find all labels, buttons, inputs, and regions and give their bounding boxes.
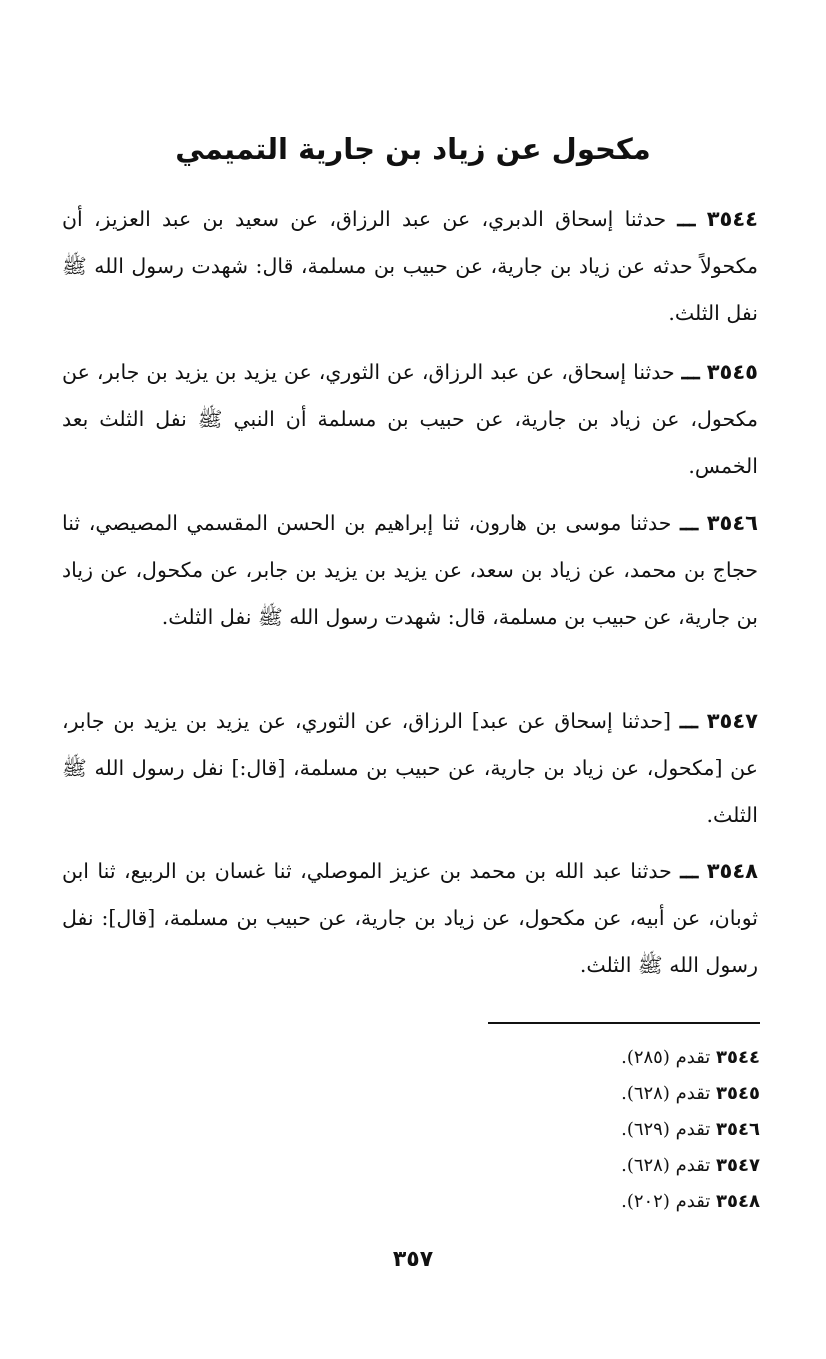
- hadith-number: ٣٥٤٤: [706, 207, 758, 231]
- hadith-text: [حدثنا إسحاق عن عبد] الرزاق، عن الثوري، عن يزيد بن يزيد بن جابر، عن [مكحول، عن زياد بن جارية، عن حبيب بن مسلمة، [قال:] نفل رسول الله ﷺ الثلث.: [62, 709, 758, 827]
- footnote-text: تقدم (٢٨٥).: [621, 1047, 711, 1068]
- footnote-number: ٣٥٤٨: [716, 1191, 760, 1212]
- hadith-number: ٣٥٤٦: [706, 511, 758, 535]
- footnote-text: تقدم (٢٠٢).: [621, 1191, 711, 1212]
- footnote-text: تقدم (٦٢٨).: [621, 1083, 711, 1104]
- hadith-text: حدثنا عبد الله بن محمد بن عزيز الموصلي، ثنا غسان بن الربيع، ثنا ابن ثوبان، عن أبيه، عن مكحول، عن زياد بن جارية، عن حبيب بن مسلمة، [قال]: نفل رسول الله ﷺ الثلث.: [62, 859, 758, 977]
- hadith-number: ٣٥٤٨: [706, 859, 758, 883]
- footnote-text: تقدم (٦٢٨).: [621, 1155, 711, 1176]
- hadith-number: ٣٥٤٧: [706, 709, 758, 733]
- hadith-text: حدثنا موسى بن هارون، ثنا إبراهيم بن الحسن المقسمي المصيصي، ثنا حجاج بن محمد، عن زياد بن سعد، عن يزيد بن يزيد بن جابر، عن مكحول، عن زياد بن جارية، عن حبيب بن مسلمة، قال: شهدت رسول الله ﷺ نفل الثلث.: [62, 511, 758, 629]
- footnote-item: [360, 1184, 760, 1220]
- hadith-dash: ـــ: [679, 709, 698, 733]
- hadith-number: ٣٥٤٥: [706, 360, 758, 384]
- hadith-dash: ـــ: [677, 207, 696, 231]
- footnote-text: تقدم (٦٢٩).: [621, 1119, 711, 1140]
- hadith-paragraph: [62, 698, 758, 839]
- footnote-number: ٣٥٤٧: [716, 1155, 760, 1176]
- hadith-dash: ـــ: [681, 360, 700, 384]
- hadith-text: حدثنا إسحاق، عن عبد الرزاق، عن الثوري، عن يزيد بن يزيد بن جابر، عن مكحول، عن زياد بن جارية، عن حبيب بن مسلمة أن النبي ﷺ نفل الثلث بعد الخمس.: [62, 360, 758, 478]
- hadith-text: حدثنا إسحاق الدبري، عن عبد الرزاق، عن سعيد بن عبد العزيز، أن مكحولاً حدثه عن زياد بن جارية، عن حبيب بن مسلمة، قال: شهدت رسول الله ﷺ نفل الثلث.: [62, 207, 758, 325]
- footnote-item: [360, 1076, 760, 1112]
- footnote-number: ٣٥٤٤: [716, 1047, 760, 1068]
- hadith-paragraph: [62, 500, 758, 641]
- footnote-number: ٣٥٤٥: [716, 1083, 760, 1104]
- hadith-paragraph: [62, 349, 758, 490]
- footnote-separator: [488, 1022, 760, 1024]
- hadith-dash: ـــ: [680, 511, 699, 535]
- footnotes-list: [360, 1040, 760, 1220]
- footnote-number: ٣٥٤٦: [716, 1119, 760, 1140]
- chapter-title: مكحول عن زياد بن جارية التميمي: [175, 132, 651, 166]
- footnote-item: [360, 1040, 760, 1076]
- hadith-paragraph: [62, 196, 758, 337]
- footnote-item: [360, 1112, 760, 1148]
- footnote-item: [360, 1148, 760, 1184]
- page-number: ٣٥٧: [392, 1247, 434, 1272]
- hadith-dash: ـــ: [680, 859, 699, 883]
- hadith-paragraph: [62, 848, 758, 989]
